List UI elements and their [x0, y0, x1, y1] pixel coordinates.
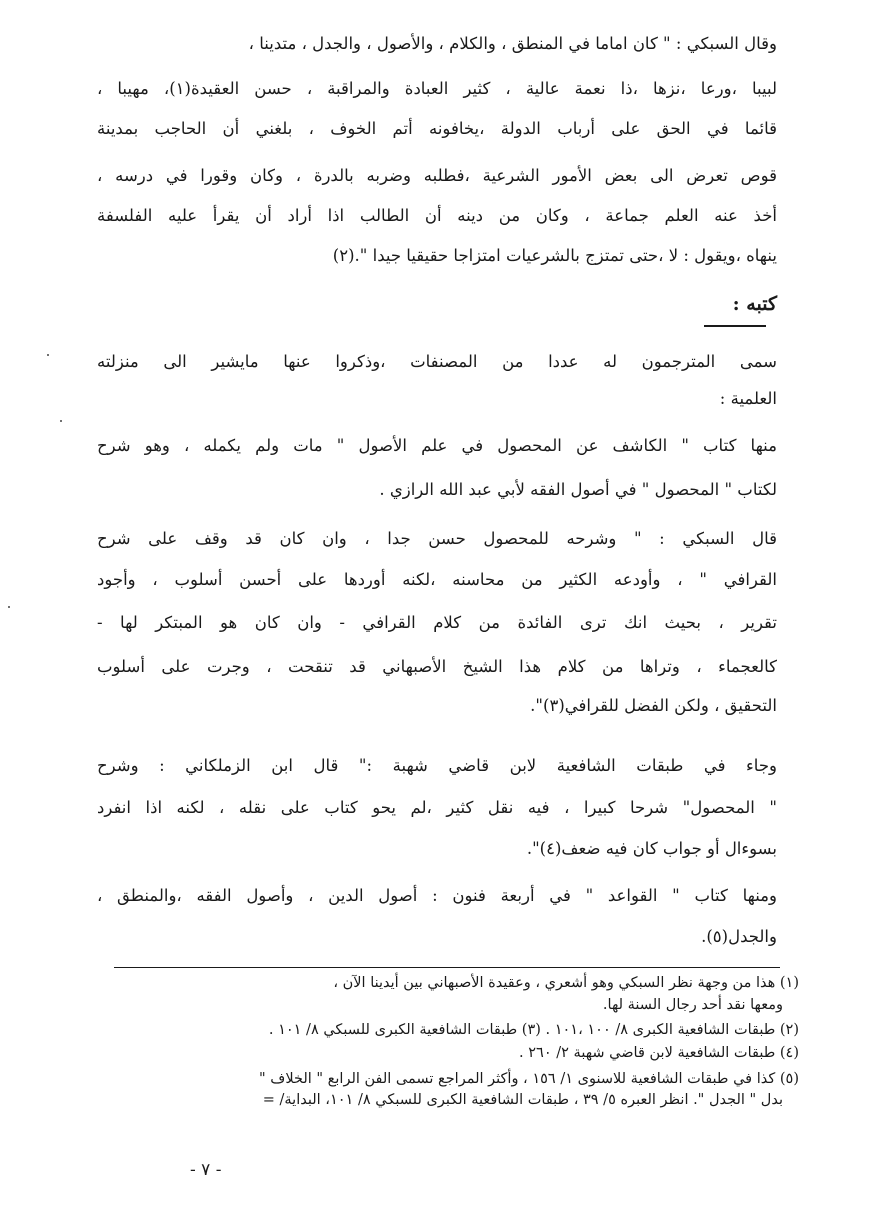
footnote-line: (٥) كذا في طبقات الشافعية للاسنوى ١/ ١٥٦ ، وأكثر المراجع تسمى الفن الرابع " الخلاف ": [259, 1071, 799, 1087]
text-line: والجدل(٥).: [701, 927, 777, 946]
text-line: القرافي " ، وأودعه الكثير من محاسنه ،لكنه أوردها على أحسن أسلوب ، وأجود: [97, 570, 777, 589]
text-line: منها كتاب " الكاشف عن المحصول في علم الأصول " مات ولم يكمله ، وهو شرح: [97, 436, 777, 455]
text-line: قال السبكي : " وشرحه للمحصول حسن جدا ، وان كان قد وقف على شرح: [97, 529, 777, 548]
text-line: سمى المترجمون له عددا من المصنفات ،وذكروا عنها مايشير الى منزلته: [97, 352, 777, 371]
text-line: لكتاب " المحصول " في أصول الفقه لأبي عبد الله الرازي .: [379, 480, 777, 499]
text-line: وقال السبكي : " كان اماما في المنطق ، والكلام ، والأصول ، والجدل ، متدينا ،: [248, 34, 777, 53]
text-line: العلمية :: [719, 389, 777, 408]
footnote-line: ومعها نقد أحد رجال السنة لها.: [602, 997, 783, 1013]
footnote-line: (١) هذا من وجهة نظر السبكي وهو أشعري ، وعقيدة الأصبهاني بين أيدينا الآن ،: [333, 975, 799, 991]
footnote-separator: [114, 967, 780, 968]
page-number: - ٧ -: [190, 1160, 222, 1180]
text-line: وجاء في طبقات الشافعية لابن قاضي شهبة :" قال ابن الزملكاني : وشرح: [97, 756, 777, 775]
text-line: قوص تعرض الى بعض الأمور الشرعية ،فطلبه وضربه بالدرة ، وكان وقورا في درسه ،: [97, 166, 777, 185]
text-line: بسوءال أو جواب كان فيه ضعف(٤)".: [526, 839, 777, 858]
text-line: التحقيق ، ولكن الفضل للقرافي(٣)".: [530, 696, 777, 715]
footnote-line: (٢) طبقات الشافعية الكبرى ٨/ ١٠٠ ،١٠١ . (٣) طبقات الشافعية الكبرى للسبكي ٨/ ١٠١ .: [268, 1022, 799, 1038]
text-line: كالعجماء ، وتراها من كلام هذا الشيخ الأصبهاني قد تنقحت ، وجرت على أسلوب: [97, 657, 777, 676]
scan-speck: [8, 606, 10, 608]
heading-underline: [704, 325, 766, 327]
text-line: قائما في الحق على أرباب الدولة ،يخافونه أتم الخوف ، بلغني أن الحاجب بمدينة: [97, 119, 777, 138]
text-line: ينهاه ،ويقول : لا ،حتى تمتزج بالشرعيات امتزاجا حقيقيا جيدا ".(٢): [332, 246, 777, 265]
scan-speck: [60, 420, 62, 422]
text-line: " المحصول" شرحا كبيرا ، فيه نقل كثير ،لم يحو كتاب على نقله ، لكنه اذا انفرد: [97, 798, 777, 817]
footnote-line: (٤) طبقات الشافعية لابن قاضي شهبة ٢/ ٢٦٠ .: [519, 1045, 799, 1061]
text-line: ومنها كتاب " القواعد " في أربعة فنون : أصول الدين ، وأصول الفقه ،والمنطق ،: [97, 886, 777, 905]
text-line: أخذ عنه العلم جماعة ، وكان من دينه أن الطالب اذا أراد أن يقرأ عليه الفلسفة: [97, 206, 777, 225]
footnote-line: بدل " الجدل ". انظر العبره ٥/ ٣٩ ، طبقات الشافعية الكبرى للسبكي ٨/ ١٠١، البداية/ =: [262, 1092, 783, 1108]
scan-speck: [47, 354, 49, 356]
text-line: تقرير ، بحيث انك ترى الفائدة من كلام القرافي - وان كان هو المبتكر لها -: [97, 613, 777, 632]
section-heading: كتبه :: [732, 293, 777, 315]
text-line: لبيبا ،ورعا ،نزها ،ذا نعمة عالية ، كثير العبادة والمراقبة ، حسن العقيدة(١)، مهيبا ،: [97, 79, 777, 98]
